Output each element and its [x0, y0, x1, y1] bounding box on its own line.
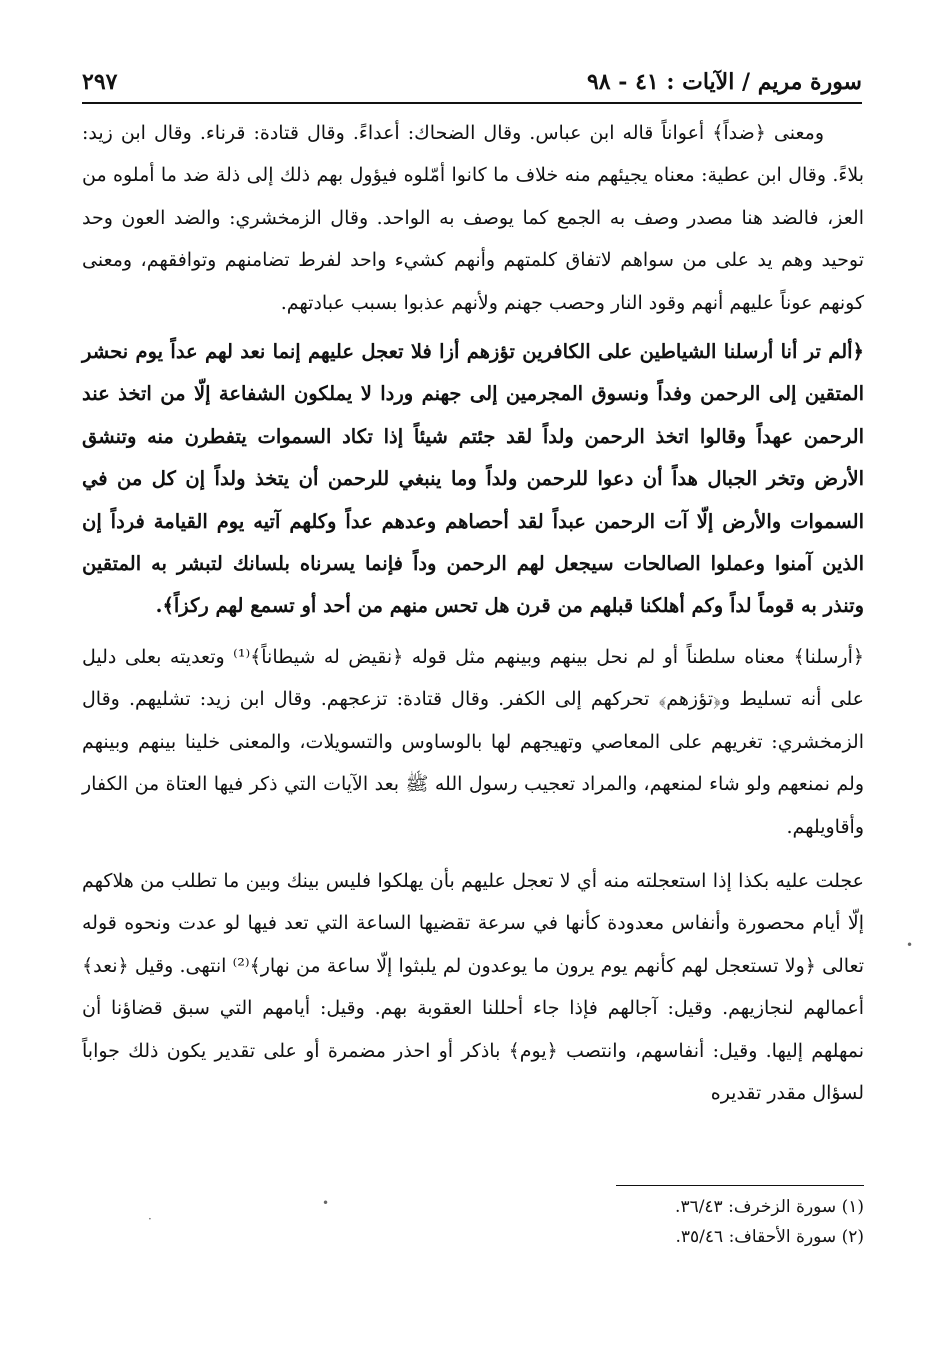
paragraph-commentary-didda: ومعنى ﴿ضداً﴾ أعواناً قاله ابن عباس. وقال الضحاك: أعداءً. وقال قتادة: قرناء. وقال ابن زيد: بلاءً. وقال ابن عطية: معناه يجيئهم منه خلاف ما كانوا أمّلوه فيؤول بهم ذلك إلى ذلة ضد ما أملوه من العز، فالضد هنا مصدر وصف به الجمع كما يوصف به الواحد. وقال الزمخشري: والضد العون وحد توحيد وهم يد على من سواهم لاتفاق كلمتهم وأنهم كشيء واحد لفرط تضامنهم وتوافقهم، ومعنى كونهم عوناً عليهم أنهم وقود النار وحصب جهنم ولأنهم عذبوا بسبب عبادتهم.	[82, 122, 864, 314]
scan-speck: •	[906, 938, 914, 952]
page-header	[82, 62, 862, 104]
page-body	[82, 112, 864, 1114]
scan-speck: •	[322, 1196, 330, 1210]
scan-speck: ·	[148, 1212, 152, 1226]
footnote-2: (٢) سورة الأحقاف: ٣٥/٤٦.	[675, 1227, 864, 1247]
paragraph-commentary-arsalna: ﴿أرسلنا﴾ معناه سلطناً أو لم نحل بينهم وبينهم مثل قوله ﴿نقيض له شيطاناً﴾⁽¹⁾ وتعديته بعلى دليل على أنه تسليط و﴿تؤزهم﴾ تحركهم إلى الكفر. وقال قتادة: تزعجهم. وقال ابن زيد: تشليهم. وقال الزمخشري: تغريهم على المعاصي وتهيجهم لها بالوساوس والتسويلات، والمعنى خلينا بينهم وبينهم ولم نمنعهم ولو شاء لمنعهم، والمراد تعجيب رسول الله ﷺ بعد الآيات التي ذكر فيها العتاة من الكفار وأقاويلهم.	[82, 645, 864, 838]
paragraph-commentary-ajalat: عجلت عليه بكذا إذا استعجلته منه أي لا تعجل عليهم بأن يهلكوا فليس بينك وبين ما تطلب من هلاكهم إلّا أيام محصورة وأنفاس معدودة كأنها في سرعة تقضيها الساعة التي تعد فيها لو عدت ونحوه قوله تعالى ﴿ولا تستعجل لهم كأنهم يوم يرون ما يوعدون لم يلبثوا إلّا ساعة من نهار﴾⁽²⁾ انتهى. وقيل ﴿نعد﴾ أعمالهم لنجازيهم. وقيل: آجالهم فإذا جاء أحللنا العقوبة بهم. وقيل: أيامهم التي سبق قضاؤنا أن نمهلهم إليها. وقيل: أنفاسهم، وانتصب ﴿يوم﴾ باذكر أو احذر مضمرة أو على تقدير يكون ذلك جواباً لسؤال مقدر تقديره	[82, 869, 864, 1104]
running-title: سورة مريم / الآيات : ٤١ - ٩٨	[586, 69, 862, 95]
footnote-1: (١) سورة الزخرف: ٣٦/٤٣.	[675, 1197, 864, 1217]
footnotes	[464, 1192, 864, 1252]
page-number: ٢٩٧	[82, 69, 118, 95]
quran-verse-block: ﴿ألم تر أنا أرسلنا الشياطين على الكافرين تؤزهم أزا فلا تعجل عليهم إنما نعد لهم عداً يوم نحشر المتقين إلى الرحمن وفداً ونسوق المجرمين إلى جهنم وردا لا يملكون الشفاعة إلّا من اتخذ عند الرحمن عهداً وقالوا اتخذ الرحمن ولداً لقد جئتم شيئاً إذا تكاد السموات يتفطرن منه وتنشق الأرض وتخر الجبال هداً أن دعوا للرحمن ولداً وما ينبغي للرحمن أن يتخذ ولداً إن كل من في السموات والأرض إلّا آت الرحمن عبداً لقد أحصاهم وعدهم عداً وكلهم آتيه يوم القيامة فرداً إن الذين آمنوا وعملوا الصالحات سيجعل لهم الرحمن وداً فإنما يسرناه بلسانك لتبشر به المتقين وتنذر به قوماً لداً وكم أهلكنا قبلهم من قرن هل تحس منهم من أحد أو تسمع لهم ركزاً﴾.	[82, 340, 864, 618]
footnote-separator	[616, 1185, 864, 1186]
